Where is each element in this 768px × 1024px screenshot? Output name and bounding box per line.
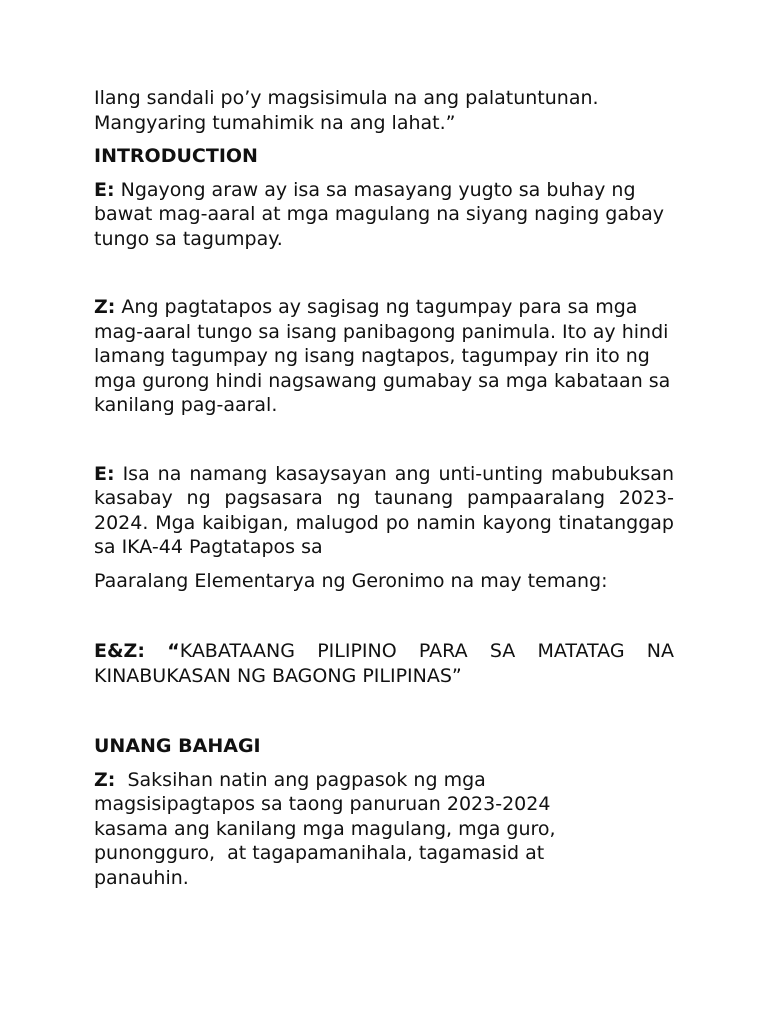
dialogue-text: Isa na namang kasaysayan ang unti-unting mabubuksan kasabay ng pagsasara ng taunang pampaaralang 2023-2024. Mga kaibigan, malugod po namin kayong tinatanggap sa IKA-44 Pagtatapos sa [94, 462, 674, 558]
speaker-label: Z: [94, 296, 116, 318]
speaker-label: E: [94, 178, 115, 201]
theme-text: KABATAANG PILIPINO PARA SA MATATAG NA KINABUKASAN NG BAGONG PILIPINAS” [94, 640, 675, 687]
dialogue-block-5 [94, 768, 674, 891]
dialogue-block-2 [94, 295, 674, 418]
quote-mark: “ [167, 640, 180, 662]
dialogue-block-3-continuation: Paaralang Elementarya ng Geronimo na may temang: [94, 569, 608, 592]
dialogue-line: panauhin. [94, 866, 189, 889]
dialogue-line: magsisipagtapos sa taong panuruan 2023-2024 [94, 793, 551, 815]
dialogue-line [94, 768, 674, 793]
dialogue-text: Saksihan natin ang pagpasok ng mga [127, 768, 486, 791]
dialogue-line: punongguro, at tagapamanihala, tagamasid at [94, 842, 545, 864]
dialogue-line: kasama ang kanilang mga magulang, mga guro, [94, 817, 556, 840]
intro-line-2: Mangyaring tumahimik na ang lahat.” [94, 111, 456, 134]
heading-introduction: INTRODUCTION [94, 145, 258, 167]
intro-line-1: Ilang sandali po’y magsisimula na ang palatuntunan. [94, 87, 599, 109]
dialogue-block-1 [94, 178, 674, 252]
dialogue-block-3 [94, 462, 674, 560]
speaker-label: E&Z: [94, 640, 145, 662]
dialogue-text: Ang pagtatapos ay sagisag ng tagumpay para sa mga mag-aaral tungo sa isang panibagong panimula. Ito ay hindi lamang tagumpay ng isang nagtapos, tagumpay rin ito ng mga gurong hindi nagsawang gumabay sa mga kabataan sa kanilang pag-aaral. [94, 296, 671, 416]
dialogue-text: Ngayong araw ay isa sa masayang yugto sa buhay ng bawat mag-aaral at mga magulang na siyang naging gabay tungo sa tagumpay. [94, 178, 664, 250]
heading-unang-bahagi: UNANG BAHAGI [94, 735, 261, 757]
speaker-label: Z: [94, 768, 116, 791]
speaker-label: E: [94, 462, 115, 485]
theme-quote [94, 639, 674, 688]
